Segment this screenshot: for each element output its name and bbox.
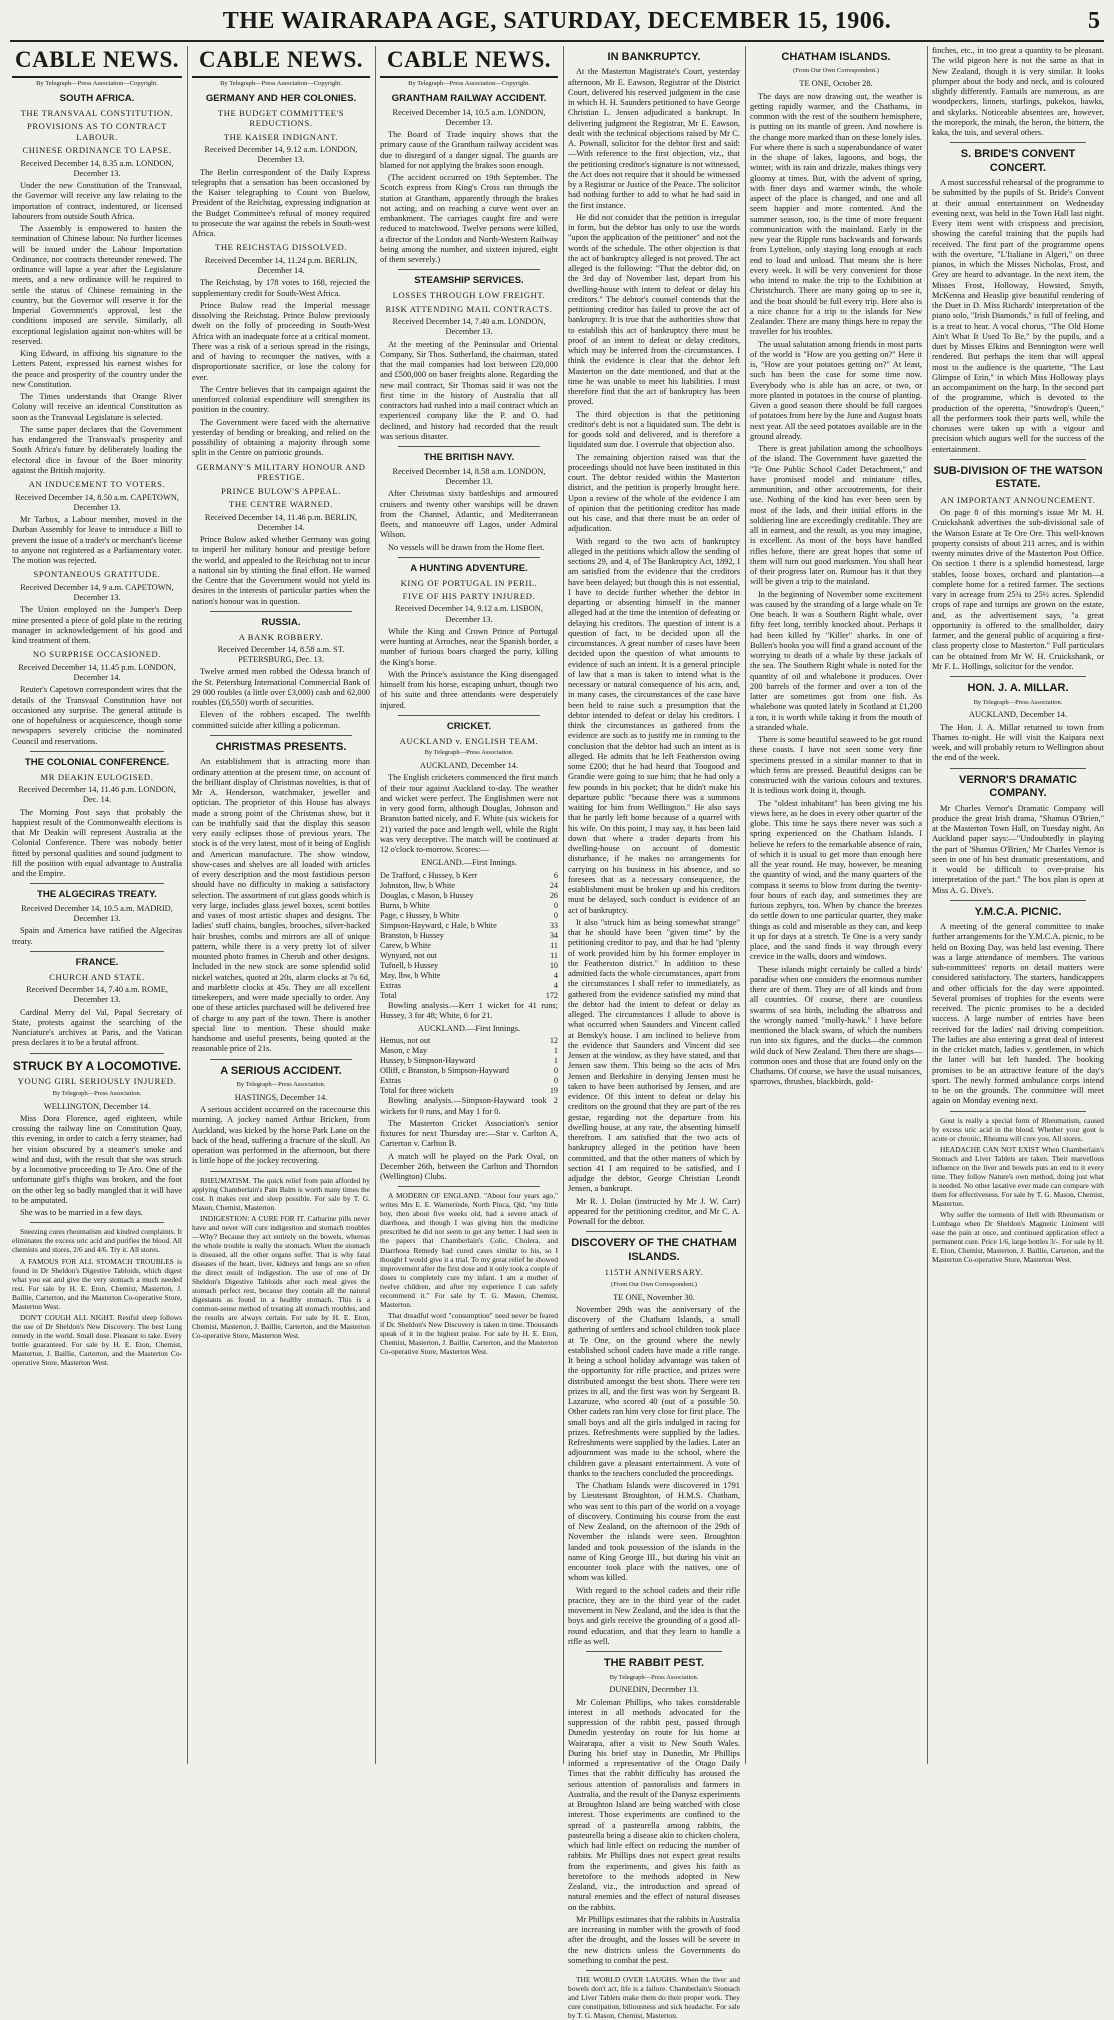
batsman: Mason, c May — [380, 1046, 428, 1056]
dateline: Received December 14, 11.45 p.m. LONDON, December 14. — [18, 662, 176, 683]
runs: 26 — [549, 890, 558, 900]
runs: 1 — [553, 1046, 558, 1056]
headline-locomotive: STRUCK BY A LOCOMOTIVE. — [12, 1058, 182, 1073]
divider — [210, 1171, 352, 1172]
batsman: Douglas, c Mason, b Hussey — [380, 890, 474, 900]
headline-cricket: CRICKET. — [446, 720, 492, 732]
runs: 0 — [553, 1076, 558, 1086]
subhead: CHINESE ORDINANCE TO LAPSE. — [22, 145, 172, 156]
batsman: Hussey, b Simpson-Hayward — [380, 1056, 476, 1066]
subhead: AN INDUCEMENT TO VOTERS. — [28, 479, 166, 490]
runs: 0 — [553, 1066, 558, 1076]
subhead: YOUNG GIRL SERIOUSLY INJURED. — [17, 1076, 177, 1087]
score-row — [380, 1076, 558, 1086]
batsman: Carew, b White — [380, 940, 431, 950]
column-rule — [375, 46, 376, 1764]
dateline: Received December 14, 7.40 a.m. ROME, December 13. — [26, 985, 168, 1005]
paragraph: There is some beautiful seaweed to be got round these coasts. I have not seen some very fine specimens pressed in a similar manner to that in which ferns are pressed. Beautiful designs can be constructed with the various colours and textures. It is tedious work doing it, though. — [750, 735, 922, 796]
advertisement: Why suffer the torments of Hell with Rheumatism or Lumbago when Dr Sheldon's Magnetic Liniment will ease the pain at once, and continued application effect a permanent cure. Price 1/6, large bottles 3/-. For sale by H. E. Eton, Chemist, Masterton, J. Baillie, Carterton, and the Masterton Co-operative Store, Masterton West. — [932, 1209, 1104, 1265]
dateline: AUCKLAND, December 14. — [968, 710, 1068, 720]
headline-british-navy: THE BRITISH NAVY. — [423, 452, 515, 464]
headline-algeciras: THE ALGECIRAS TREATY. — [37, 889, 157, 901]
dateline: DUNEDIN, December 13. — [609, 1685, 699, 1695]
batsman: Total for three wickets — [380, 1086, 454, 1096]
paragraph: A most successful rehearsal of the programme to be submitted by the pupils of St. Bride's Convent at their annual entertainment on Wednesday evening next, was held in the Town Hall last night. Every item went with crispness and precision, showing the careful training that the pupils had received. The first part of the programme opens with the overture, "L'Italiane in Algeri," on three pianos, in which the Misses Nicholas, Frost, and Grey are heard to advantage. In the next item, the Misses Frost, Holloway, Howsted, Smyth, McKenna and Heaslip give beautiful rendering of the Duet in D. Miss Richards' interpretation of the piano solo, "Irish Diamonds," is full of feeling, and is a treat to hear. A vocal chorus, "The Old Home Ain't What It Used To Be," by the pupils, and a duet by Misses Elkins and Bennington were well rendered. But perhaps the item that will appeal most to the audience is the quartette, "The Last Glimpse of Erin," in which Miss Holloway plays an accompaniment on the harp. In the second part of the programme, which is devoted to the production of the operetta, "Snowdrop's Queen," all the performers took their parts well, while the choruses were taken up with a vigour and precision which augurs well for the success of the entertainment. — [932, 178, 1104, 454]
score-row — [380, 951, 558, 961]
dateline: HASTINGS, December 14. — [234, 1092, 328, 1102]
paragraph: Prince Bulow read the Imperial message dissolving the Reichstag. Prince Bulow previously dwelt on the folly of proceeding in South-West Africa with an inadequate force at a critical moment. There was a risk of a serious spread in the risings, and of having to reconquer the natives, with a disproportionate sacrifice, or lose the colony for ever. — [192, 300, 370, 382]
paragraph: The usual salutation among friends in most parts of the world is "How are you getting on?" Here it is, "How are your potatoes getting on?" At least, such has been the case for some time now. Everybody who is able has an acre, or two, or more planted in potatoes in the course of planting. Given a good season there should be full cargoes of potatoes from here by the June and August boats next year. All the seed potatoes available are in the ground already. — [750, 339, 922, 441]
paragraph: With the Prince's assistance the King disengaged himself from his horse, escaping unhurt, though two of his suite and three attendants were desperately injured. — [380, 669, 558, 710]
page-number: 5 — [1088, 8, 1100, 34]
advertisement: RHEUMATISM. The quick relief from pain afforded by applying Chamberlain's Pain Balm is worth many times the cost. It makes rest and sleep possible. For sale by T. G. Mason, Chemist, Masterton. — [192, 1175, 370, 1212]
headline-serious-accident: A SERIOUS ACCIDENT. — [220, 1064, 342, 1077]
headline-steamship: STEAMSHIP SERVICES. — [414, 275, 524, 287]
divider — [210, 735, 352, 736]
divider — [398, 715, 540, 716]
batsman: Wynyard, not out — [380, 950, 438, 960]
batsman: Johnston, lbw, b White — [380, 880, 456, 890]
divider — [30, 1053, 164, 1054]
paragraph: Mr Coleman Phillips, who takes considerable interest in all methods advocated for the suppression of the rabbit pest, passed through Dunedin yesterday on route for his home at Wairarapa, after a visit to New South Wales. During his brief stay in Dunedin, Mr Phillips informed a representative of the Otago Daily Times that the rabbit difficulty has aroused the serious attention of pastoralists and farmers in Australia, and the result of the Danysz experiments at Broughton Island are being watched with close interest. Those experiments are confined to the spread of a pasteurella among rabbits, the pasteurella being a disease akin to chicken cholera, which had little effect on reducing the number of rabbits. Mr Phillips does not expect great results from the experiments, and gives his faith as heretofore to the methods adopted in New Zealand, viz., the introduction and spread of natural enemies and the effect of natural diseases on the rabbits. — [568, 1697, 740, 1912]
column-5 — [750, 46, 922, 1764]
column-4 — [568, 46, 741, 2020]
scorecard-heading: ENGLAND.—First Innings. — [421, 858, 517, 868]
paragraph: Twelve armed men robbed the Odessa branch of the St. Petersburg International Commercial Bank of 29 000 roubles (a little over £3,000) cash and 62,000 roubles (£6,550) worth of securities. — [192, 667, 370, 708]
divider — [210, 611, 352, 612]
score-row — [380, 881, 558, 891]
paragraph: finches, etc., in too great a quantity to be pleasant. The wild pigeon here is not the same as that in New Zealand, though it is very similar. It looks plumper about the body and neck, and is coloured slightly differently. Fantails are numerous, as are woodpeckers, linnets, starlings, pukekos, hawks, and skylarks. Noticeable absentees are, however, the morepork, the minah, the heron, the bittern, the kaka, the tuis, and several others. — [932, 46, 1104, 137]
runs: 33 — [549, 920, 558, 930]
advertisement: DON'T COUGH ALL NIGHT. Restful sleep follows the use of Dr Sheldon's New Discovery. The best Lung remedy in the world. Small dose. Pleasant to take. Every bottle guaranteed. For sale by H. E. Eton, Chemist, Masterton, J. Baillie, Carterton, and the Masterton Co-operative Store, Masterton West. — [12, 1312, 182, 1367]
paragraph: The Government were faced with the alternative yesterday of bending or breaking, and relied on the possibility of obtaining a majority through some split in the Centre on patriotic grounds. — [192, 417, 370, 458]
column-rule — [187, 46, 188, 1764]
divider — [586, 1651, 722, 1652]
dateline: Received December 14, 8.58 a.m. ST. PETERSBURG, Dec. 13. — [217, 644, 345, 665]
advertisement: HEADACHE CAN NOT EXIST When Chamberlain's Stomach and Liver Tablets are taken. Their marvellous influence on the liver and bowels puts an end to it every time. They follow Nature's own method, doing just what is needed. No other laxative ever made can compare with them for effectiveness. For sale by T. G. Mason, Chemist, Masterton. — [932, 1144, 1104, 1208]
runs: 10 — [549, 960, 558, 970]
score-row — [380, 981, 558, 991]
batsman: Olliff, c Branston, b Simpson-Hayward — [380, 1066, 510, 1076]
advertisement: THE WORLD OVER LAUGHS. When the liver and bowels don't act, life is a failure. Chamberlain's Stomach and Liver Tablets make them do their proper work. They cure constipation, biliousness and sick headache. For sale by T. G. Mason, Chemist, Masterton. — [568, 1975, 740, 2020]
headline-hunting: A HUNTING ADVENTURE. — [410, 562, 528, 574]
headline-bankruptcy: IN BANKRUPTCY. — [607, 51, 701, 63]
paragraph: The English cricketers commenced the first match of their tour against Auckland to-day. The weather and wicket were perfect. The Englishmen were not in very good form, although Douglas, Johnson and Branston batted nicely, and F. White (six wickets for 21) varied the pace and length well, while the Right was very deceptive. The match will be continued at 12 o'clock to-morrow. Scores:— — [380, 773, 558, 855]
cable-news-header: CABLE NEWS. — [12, 46, 182, 78]
runs: 0 — [553, 900, 558, 910]
score-row — [380, 921, 558, 931]
paragraph: Miss Dora Florence, aged eighteen, while crossing the railway line on Constitution Quay, this evening, in order to catch a ferry steamer, had her vision obscured by a steamer's smoke and wind and dust, with the result that she was struck by a locomotive proceeding to Te Aro. One of the unfortunate girl's thighs was broken, and the foot on the other leg so badly mangled that it will have to be amputated. — [12, 1113, 182, 1205]
column-2 — [192, 46, 370, 1764]
paragraph: After Christmas sixty battleships and armoured cruisers and twenty other warships will be drawn from the Channel, Atlantic, and Mediterranean fleets, and manoeuvre off Lagos, under Admiral Wilson. — [380, 489, 558, 540]
advertisement: Sneezing cures rheumatism and kindred complaints. It eliminates the excess uric acid and purifies the blood. All chemists and stores, 2/6 and 4/6. Try it. All stores. — [12, 1227, 182, 1255]
masthead — [10, 0, 1104, 42]
paragraph: He did not consider that the petition is irregular in form, but the debtor has only to use the words "upon the application of the petitioner" and not the words of the schedule. The other objection is that the act of bankruptcy alleged is not proved. The act alleged is the following: "That the debtor did, on the 3rd day of November last, depart from his dwelling-house with intent to defeat or delay his creditors." The debtor's counsel contends that the petitioning creditor has failed to prove the act of bankruptcy. It is true that the authorities show that to establish this act of bankruptcy there must be proof of an intent to defeat or delay creditors, which may be inferred from the circumstances. I think the evidence is clear that the debtor left Masterton on the date mentioned, and that at the time he was unable to meet his liabilities. I must therefore find that the act of bankruptcy has been proved. — [568, 212, 740, 407]
paragraph: (The accident occurred on 19th September. The Scotch express from King's Cross ran through the station at Grantham, apparently through the brakes not acting, and on reaching a curve went over an embankment. The carriages caught fire and were reduced to matchwood. Twelve persons were killed, a director of the London and North-Western Railway being among the number, and sixteen injured, eight of them severely.) — [380, 173, 558, 265]
byline: (From Our Own Correspondent.) — [611, 1280, 697, 1288]
paragraph: Bowling analysis.—Simpson-Hayward took 2 wickets for 0 runs, and May 1 for 0. — [380, 1096, 558, 1116]
byline: By Telegraph—Press Association. — [52, 1089, 142, 1097]
paragraph: With regard to the two acts of bankruptcy alleged in the petitions which allow the sending of sections 29, and 4, of The Bankruptcy Act, 1892, I am satisfied from the evidence that the creditors have been delayed; but though this is not essential, I have to decide further whether the debtor in departing or absenting himself in the manner alleged had at the time the intention of defeating or delaying his creditors. The question of intent is a question of fact, to be decided upon all the circumstances. A great number of cases have been decided upon the question of what amounts to evidence of such an intent. It is a general principle of law that a man is taken to intend what is the necessary or natural consequence of his acts, and, in many cases, the circumstances of the case have been held to raise such a presumption that the debtor intended to defeat or delay his creditors. I think the circumstances as gathered from the evidence are such as to justify me in coming to the conclusion that the debtor had such an intent as is alleged. He admits that he left Featherston owing some £200; that he had heard that Toogood and Grandie were going to sue him; that he had only a few pounds in his pocket; that he didn't make his departure public "because there was a summons waiting for him from Wellington." He also says that he partly left home because of a quarrel with his wife. On this point, I may say, it has been laid down that where a trader departs from his dwelling-house on account of domestic disturbance, if he makes no arrangements for carrying on his business in his absence, and so foresees that as a necessary consequence, the establishment must be broken up and his creditors must be delayed, such conduct is evidence of an act of bankruptcy. — [568, 536, 740, 915]
runs: 11 — [550, 940, 558, 950]
divider — [398, 446, 540, 447]
headline-south-africa: SOUTH AFRICA. — [59, 92, 135, 104]
subhead: PROVISIONS AS TO CONTRACT LABOUR. — [26, 121, 168, 142]
score-row — [380, 901, 558, 911]
dateline: AUCKLAND, December 14. — [419, 761, 519, 771]
divider — [950, 768, 1086, 769]
score-row — [380, 1066, 558, 1076]
paragraph: Eleven of the robbers escaped. The twelfth committed suicide after killing a policeman. — [192, 710, 370, 730]
subhead: THE CENTRE WARNED. — [229, 499, 333, 510]
paragraph: At the meeting of the Peninsular and Oriental Company, Sir Thos. Sutherland, the chairman, stated that the mail companies had lost between £20,000 and £500,000 on baser freights alone. Regarding the new mail contract, Sir Thomas said it was not the first time in the history of Australia that all contractors had rushed into a mail contract which an experienced company like the P. and O. had declined, and history had recorded that the result was serious disaster. — [380, 339, 558, 441]
headline-russia: RUSSIA. — [261, 616, 301, 628]
paragraph: These islands might certainly be called a birds' paradise when one considers the enormous number there are of them. They are of all kinds and from all countries. Of course, there are countless swarms of sea birds, including the albatross and the wrongly named "molly-hawk." I have before mentioned the black swans, of which the numbers run into six figures, and the ducks—the common wild duck of New Zealand. Then there are shags—common ones and those that are found only on the Chathams. Of course, we have the usual nuisances, sparrows, thrushes, blackbirds, gold- — [750, 964, 922, 1087]
paragraph: The Assembly is empowered to hasten the termination of Chinese labour. No further licenses will be issued under the Labour Importation Ordinance, nor contracts thereunder renewed. The ordinance will lapse a year after the Legislature meets, and a new ordinance will be required to settle the status of Chinese remaining in the country, but the Governor will reserve it for the Imperial Government's approval, lest the conditions imposed are servile. Similarly, all exceptional legislation against non-whites will be reserved. — [12, 224, 182, 346]
paragraph: The "oldest inhabitant" has been giving me his views here, as he does in every other quarter of the globe. This time he says there never was such a spring experienced on the Chatham Islands. I believe he refers to the remarkable absence of rain, of which it is usual to get more than enough here all the year round. He may, however, be meaning the quantity of wind, and the many quarters of the compass it seems to blow from during the twenty-four hours of each day, and sometimes they are furious zephyrs, too. When by chance the breezes do settle down to one particular quarter, they make things as cold and miserable as they can, and keep it up for days at a stretch. Te One is a very sandy place, and the sand finds it way through every crevice in the walls, doors and windows. — [750, 798, 922, 962]
dateline: Received December 14, 9.12 a.m. LONDON, December 13. — [204, 145, 358, 165]
paragraph: At the Masterton Magistrate's Court, yesterday afternoon, Mr E. Eawson, Registrar of the District Court, delivered his reserved judgment in the case in which H. H. Saunders petitioned to have George Christian L. Jensen adjudicated a bankrupt. In delivering judgment the Registrar, Mr E. Eawson, dealt with the technical objections raised by Mr C. A. Pownall, solicitor for the debtor first and said:—With reference to the first objection, viz., that the petitioning creditor's signature is not witnessed, the Act does not require that it should be witnessed by a Registrar or Justice of the Peace. The solicitor had nothing further to add to what he had said in the first instance. — [568, 67, 741, 210]
divider — [950, 676, 1086, 677]
runs: 1 — [553, 1056, 558, 1066]
paragraph: King Edward, in affixing his signature to the Letters Patent, expressed his earnest wishes for the peace and prosperity of the country under the new Constitution. — [12, 349, 182, 389]
score-row — [380, 931, 558, 941]
dateline: TE ONE, October 28. — [799, 79, 873, 89]
paragraph: The Board of Trade inquiry shows that the primary cause of the Grantham railway accident was due to disregard of a danger signal. The guards are blamed for not applying the brakes soon enough. — [380, 130, 558, 170]
headline-vernor: VERNOR'S DRAMATIC COMPANY. — [959, 773, 1077, 800]
score-row — [380, 871, 558, 881]
batsman: Hemus, not out — [380, 1036, 431, 1046]
column-1 — [12, 46, 182, 1764]
runs: 34 — [549, 930, 558, 940]
byline: By Telegraph—Press Association. — [609, 1673, 699, 1681]
subhead: CHURCH AND STATE. — [49, 971, 145, 982]
headline-chatham-islands: CHATHAM ISLANDS. — [781, 51, 891, 63]
column-rule — [745, 46, 746, 1764]
advertisement: That dreadful word "consumption" need never be feared if Dr. Sheldon's New Discovery is taken in time. Thousands speak of it in the highest praise. For sale by H. E. Eton, Chemist, Masterton, J. Baillie, Carterton, and the Masterton Co-operative Store, Masterton West. — [380, 1310, 558, 1356]
paragraph: A meeting of the general committee to make further arrangements for the Y.M.C.A. picnic, to be held on Boxing Day, was held last evening. There was a large attendance of members. The various sub-committees' reports on detail matters were considered satisfactory. The starters, handicappers and other officials for the day were appointed. Several promises of trophies for the events were received. The picnic promises to be a decided success. A large number of entries have been received for the ladies' nail driving competition. The ladies are also entering a great deal of interest in the cricket match, ladies v. gentlemen, in which the latter will bat left handed. The booking promises to be an attractive feature of the day's sport. The newly formed ambulance corps intend to be on the grounds. The committee will meet again on Monday evening next. — [932, 922, 1104, 1106]
paragraph: The Masterton Cricket Association's senior fixtures for next Thursday are:—Star v. Carlton A, Carterton v. Carlton B. — [380, 1118, 558, 1149]
paragraph: A serious accident occurred on the racecourse this morning. A jockey named Arthur Bricken, from Auckland, was kicked by the horse Park Lane on the back of the head, suffering a fracture of the skull. An operation was performed in the afternoon, but there is little hope of the jockey recovering. — [192, 1105, 370, 1166]
paragraph: The Chatham Islands were discovered in 1791 by Lieutenant Broughton, of H.M.S. Chatham, who was sent to this part of the world on a voyage of discovery. Continuing his course from the east of New Zealand, on the afternoon of the 29th of November the islands were seen. Broughton landed and took possession of the islands in the name of King George III., but during his visit an encounter took place with the natives, one of whom was killed. — [568, 1481, 740, 1583]
headline-watson-estate: SUB-DIVISION OF THE WATSON ESTATE. — [933, 464, 1103, 491]
paragraph: Under the new Constitution of the Transvaal, the Governor will receive any law relating to the importation of contract, indentured, or licensed labourers from outside South Africa. — [12, 181, 182, 221]
runs: 11 — [550, 950, 558, 960]
advertisement: INDIGESTION: A CURE FOR IT. Catharine pills never have and never will cure indigestion and stomach troubles—Why? Because they act entirely on the bowels, whereas the whole trouble is really the stomach. When the stomach is diseased, all the other organs suffer. That is why fatal diseases of the heart, liver, kidneys and lungs are so often the direct result of indigestion. The use of one of Dr Sheldon's Digestive Tabloids after each meal gives the stomach perfect rest, because they contain all the natural digestants as found in a healthy stomach. This is a common-sense method of treating all stomach troubles, and the results are always certain. For sale by H. E. Eton, Chemist, Masterton, J. Baillie, Carterton, and the Masterton Co-operative Store, Masterton West. — [192, 1213, 370, 1341]
dateline: TE ONE, November 30. — [613, 1292, 695, 1302]
batsman: May, lbw, b White — [380, 970, 441, 980]
headline-millar: HON. J. A. MILLAR. — [967, 682, 1069, 695]
subhead: PRINCE BULOW'S APPEAL. — [220, 485, 342, 496]
paragraph: Reuter's Capetown correspondent wires that the details of the Transvaal Constitution have not occasioned any surprise. The general attitude is one of hopefulness or acquiescence, though some newspapers severely criticise the nominated Council and reservations. — [12, 685, 182, 746]
divider — [30, 751, 164, 752]
score-row — [380, 991, 558, 1001]
paragraph: The Reichstag, by 178 votes to 168, rejected the supplementary credit for South-West Africa. — [192, 278, 370, 298]
subhead: MR DEAKIN EULOGISED. — [40, 771, 154, 782]
runs: 19 — [549, 1086, 558, 1096]
subhead: A BANK ROBBERY. — [238, 631, 324, 642]
paragraph: The Morning Post says that probably the happiest result of the Commonwealth elections is that Mr Deakin will represent Australia at the Colonial Conference. There was nobody better fitted by personal qualities and sound judgment to fill the position with equal advantage to Australia and the Empire. — [12, 807, 182, 878]
paragraph: The Centre believes that its campaign against the unenforced colonial expenditure will strengthen its position in the country. — [192, 384, 370, 415]
score-row — [380, 1086, 558, 1096]
batsman: Tufnell, b Hussey — [380, 960, 439, 970]
paragraph: With regard to the school cadets and their rifle practice, they are in the third year of the cadet movement in New Zealand, and the idea is that the boys and girls receive the grounding of a good all-round education, and that they learn to handle a rifle as well. — [568, 1585, 740, 1646]
divider — [950, 142, 1086, 143]
paragraph: While the King and Crown Prince of Portugal were hunting at Arroches, near the Spanish border, a number of furious boars charged the party, killing the King's horse. — [380, 626, 558, 667]
byline: By Telegraph—Press Association—Copyright. — [36, 80, 158, 88]
scorecard-heading: AUCKLAND.—First Innings. — [417, 1024, 521, 1034]
dateline: Received December 14, 11.46 p.m. BERLIN, December 14. — [204, 512, 358, 532]
runs: 6 — [553, 870, 558, 880]
batsman: Branston, b Hussey — [380, 930, 444, 940]
byline: By Telegraph—Press Association—Copyright. — [220, 80, 342, 88]
masthead-title: THE WAIRARAPA AGE, SATURDAY, DECEMBER 15, 1906. — [222, 8, 892, 34]
runs: 172 — [545, 990, 558, 1000]
paragraph: A match will be played on the Park Oval, on December 26th, between the Carlton and Thorndon (Wellington) Clubs. — [380, 1151, 558, 1182]
batsman: Extras — [380, 1076, 401, 1086]
paragraph: Cardinal Merry del Val, Papal Secretary of State, protests against the searching of the Nunciature's archives at Paris, and the Vatican press declares it to be a brutal affront. — [12, 1007, 182, 1048]
paragraph: On page 8 of this morning's issue Mr M. H. Cruickshank advertises the sub-divisional sale of the Watson Estate at Te Ore Ore. This well-known property consists of about 211 acres, and is within twenty minutes drive of the Masterton Post Office. On section 1 there is a splendid homestead, large stables, loose boxes, orchard and plantation—a complete home for a retired farmer. The sections vary in acreage from 25¾ to 25½ acres. Splendid crops of rape and turnips are grown on the estate, and, as the advertisement says, "a great opportunity is offered to the smallholder, dairy farmer, and the general public of acquiring a first-class property close to Masterton." Full particulars can be obtained from Mr W. H. Cruickshank, or Mr F. L. Hollings, solicitor for the vendor. — [932, 508, 1104, 671]
subhead: NO SURPRISE OCCASIONED. — [32, 649, 162, 660]
dateline: Received December 14, 8.35 a.m. LONDON, December 13. — [20, 158, 174, 178]
advertisement: A FAMOUS FOR ALL STOMACH TROUBLES is found in Dr Sheldon's Digestive Tabloids, which digest what you eat and give the very stomach a much needed rest. For sale by H. E. Eton, Chemist, Masterton, J. Baillie, Carterton, and the Masterton Co-operative Store, Masterton West. — [12, 1256, 182, 1311]
paragraph: The Union employed on the Jumper's Deep mine presented a piece of gold plate to the retiring manager in acknowledgement of his good and kind treatment of them. — [12, 605, 182, 646]
byline: By Telegraph—Press Association. — [973, 698, 1063, 706]
batsman: De Trafford, c Hussey, b Kerr — [380, 870, 478, 880]
divider — [586, 1970, 722, 1971]
dateline: Received December 14, 10.5 a.m. MADRID, December 13. — [21, 903, 173, 924]
score-row — [380, 891, 558, 901]
paragraph: It also "struck him as being somewhat strange" that he should have been "given time" by the petitioning creditor to pay, and that he had "plenty of work provided him by his former employer in the Featherston district." In addition to these admitted facts the whole circumstances, apart from the circumstances I shall refer to immediately, as gathered from the evidence satisfied my mind that the debtor had the intent to defeat or delay as alleged. The circumstances I allude to above is what occurred when Saunders and Vincent called at Bensky's house. I am inclined to believe from the evidence that Saunders and Vincent did see Jensen at the window, as they have stated, and that Jensen saw them. This being so the acts of Mrs Jensen and Berkshire in denying Jensen must be taken to have been authorised by Jensen, and are evidence. Of this intent to defeat or delay his creditors on the ground that they are part of the res gestae, regarding not the departure from his dwelling house, at any rate, the absenting himself therefrom. I am satisfied that the two acts of bankruptcy alleged in the petition have been committed, and that the other matters of which by section 41 I am required to be satisfied, and I adjudge the debtor, George Christian Leondt Jensen, a bankrupt. — [568, 917, 740, 1194]
score-row — [380, 1056, 558, 1066]
advertisement: A MODERN OF ENGLAND. "About four years ago," writes Mrs E. E. Warnerinde, North Pinca, Qld, "my little boy, then about five weeks old, had a severe attack of diarrhoea, and though I was giving him the medicine prescribed he did not seem to get any better. I had seen in the papers that Chamberlain's Colic, Cholera, and Diarrhoea Remedy had cured cases similar to his, so I thought I would give it a trial. To my great relief he showed improvement after the first dose and it only took a couple of doses to completely cure my infant. I am a mother of twelve children, and after my experience I can safely recommend it." For sale by T. G. Mason, Chemist, Masterton. — [380, 1191, 558, 1309]
dateline: Received December 14, 9 a.m. CAPETOWN, December 13. — [20, 582, 174, 603]
headline-ymca: Y.M.C.A. PICNIC. — [974, 905, 1062, 918]
headline-grantham: GRANTHAM RAILWAY ACCIDENT. — [391, 92, 547, 104]
subhead: THE KAISER INDIGNANT. — [223, 131, 339, 142]
divider — [398, 269, 540, 270]
dateline: WELLINGTON, December 14. — [43, 1101, 151, 1111]
batsman: Page, c Hussey, b White — [380, 910, 460, 920]
paragraph: The same paper declares that the Government has endangered the Transvaal's prosperity and South Africa's future by deliberately loading the electoral dice in favour of the Boer minority against the British majority. — [12, 424, 182, 475]
paragraph: Spain and America have ratified the Algeciras treaty. — [12, 926, 182, 946]
dateline: Received December 14, 11.46 p.m. LONDON, Dec. 14. — [18, 785, 176, 805]
subhead: GERMANY'S MILITARY HONOUR AND PRESTIGE. — [196, 461, 366, 483]
subhead: KING OF PORTUGAL IN PERIL. — [400, 577, 538, 588]
runs: 12 — [549, 1036, 558, 1046]
byline: By Telegraph—Press Association. — [424, 749, 514, 757]
advertisement: Gout is really a special form of Rheumatism, caused by excess uric acid in the blood. Whether your gout is acute or chronic, Rheuma will cure you. All stores. — [932, 1115, 1104, 1143]
divider — [950, 900, 1086, 901]
headline-colonial-conference: THE COLONIAL CONFERENCE. — [24, 756, 170, 768]
divider — [398, 557, 540, 558]
byline: (From Our Own Correspondent.) — [793, 67, 879, 75]
runs: 24 — [549, 880, 558, 890]
batsman: Total — [380, 990, 397, 1000]
batsman: Simpson-Hayward, c Hale, b White — [380, 920, 497, 930]
divider — [398, 1186, 540, 1187]
score-row — [380, 961, 558, 971]
headline-rabbit-pest: THE RABBIT PEST. — [603, 1657, 705, 1670]
paragraph: The remaining objection raised was that the proceedings should not have been instituted in this court. The debtor resided within the Masterton district, and the petition is properly brought here. Upon a review of the whole of the evidence I am of opinion that the petitioning creditor has made out his case, and that there must be an order of adjudication. — [568, 452, 740, 534]
paragraph: An establishment that is attracting more than ordinary attention at the present time, on account of the brilliant display of Christmas novelties, is that of Mr A. Henderson, watchmaker, jeweller and optician. The proprietor of this House has always made a strong point of the Christmas show, but it can be truthfully said that the display this season very easily eclipses those of previous years. The stock is of the very latest, most of it being of English and American manufacture. The show window, show-cases and shelves are all loaded with articles of every description and the most fastidious person should have no difficulty in making a satisfactory selection. The assortment of cut glass goods which is very large, includes glass jewel boxes, scent bottles and vases of most artistic shapes and designs. The ladies' stuff chains, bangles, brooches, silver-backed hair brushes, combs and mirrors are all of unique pattern, while there is a very pretty lot of silver mounted photo frames in Cherub and other designs. Included in the new stock are some splendid solid nickel watches, quoted at 20s, alarm clocks at 7s 6d, and marblette clocks at 45s. They are all excellent timekeepers, and were made specially to order. Any one of these articles purchased will be delivered free of charge to any part of the town. There is another special line to mention. These should make handsome and useful presents, being quoted at the reasonable price of 21s. — [192, 757, 370, 1054]
score-row — [380, 1036, 558, 1046]
divider — [30, 883, 164, 884]
score-row — [380, 941, 558, 951]
batsman: Extras — [380, 980, 401, 990]
subhead: THE REICHSTAG DISSOLVED. — [214, 242, 348, 253]
runs: 0 — [553, 910, 558, 920]
column-rule — [563, 46, 564, 1764]
divider — [586, 1231, 722, 1232]
subhead: THE BUDGET COMMITTEE'S REDUCTIONS. — [217, 107, 345, 129]
divider — [30, 1222, 164, 1223]
cable-news-header: CABLE NEWS. — [380, 46, 558, 78]
score-row — [380, 1046, 558, 1056]
dateline: Received December 14, 7.40 a.m. LONDON, December 13. — [392, 317, 546, 337]
paragraph: In the beginning of November some excitement was caused by the stranding of a large whale on Te One beach. It was a Southern Right whale, over fifty feet long, terribly knocked about. Perhaps it had been killed by "Killer" sharks. In one of Bullen's books you will find a grand account of the worrying to death of a whale by these jackals of the sea. The Southern Right whale is noted for the quantity of oil and whalebone it produces. Over 200 barrels of the former and over a ton of the latter are sometimes got from one fish. As whalebone was quoted lately in Scotland at £1,200 a ton, it is worth while taking it from the mouth of a stranded whale. — [750, 589, 922, 732]
subhead: THE TRANSVAAL CONSTITUTION. — [20, 107, 174, 118]
subhead: AN IMPORTANT ANNOUNCEMENT. — [940, 494, 1096, 505]
runs: 4 — [553, 980, 558, 990]
score-row — [380, 911, 558, 921]
dateline: Received December 14, 8.50 a.m. CAPETOWN, December 13. — [14, 492, 180, 512]
paragraph: The days are now drawing out, the weather is getting rapidly warmer, and the Chathams, in common with the rest of the southern hemisphere, is putting on its mantle of green. And nowhere is the change more marked than on these lonely isles. For where there is such a superabundance of water in the shape of lakes, lagoons, and bogs, the winter, with its rain and drizzle, makes things very gloomy at times. But, with the advent of spring, with finer days and warmer winds, the whole aspect of the place is changed, and one and all seem happier and more contented. And the summer season, too, is the time of more frequent communication with the mainland. Early in the new year the Ripple runs backwards and forwards from Lyttelton, only staying long enough at each end to load and unload. That means she is here every week. It will be very convenient for those who intend to make the trip to the Exhibition at Christchurch. There are many going up to see it, and the boat should be full every trip. Here also is a nice chance for a trip to the islands for New Zealander. There are many things here to repay the traveller for his troubles. — [750, 91, 922, 337]
headline-france: FRANCE. — [75, 956, 119, 968]
cable-news-header: CABLE NEWS. — [192, 46, 370, 78]
subhead: 115TH ANNIVERSARY. — [604, 1267, 704, 1278]
dateline: Received December 14, 9.12 a.m. LISBON, December 13. — [395, 604, 543, 624]
headline-st-brides: S. BRIDE'S CONVENT CONCERT. — [960, 148, 1076, 174]
scorecard-auckland — [380, 1036, 558, 1096]
subhead: LOSSES THROUGH LOW FREIGHT. — [392, 290, 546, 301]
divider — [950, 459, 1086, 460]
paragraph: The Hon. J. A. Millar returned to town from Thames to-night. He will visit the Kaipara next week, and will probably return to Wellington about the end of the week. — [932, 722, 1104, 763]
divider — [30, 951, 164, 952]
scorecard-england — [380, 871, 558, 1001]
subhead: RISK ATTENDING MAIL CONTRACTS. — [385, 303, 553, 314]
batsman: Burns, b White — [380, 900, 430, 910]
paragraph: No vessels will be drawn from the Home fleet. — [388, 542, 545, 552]
dateline: Received December 14, 10.5 a.m. LONDON, December 13. — [392, 107, 546, 127]
headline-germany: GERMANY AND HER COLONIES. — [205, 92, 357, 104]
divider — [210, 1059, 352, 1060]
dateline: Received December 14, 11.24 p.m. BERLIN, December 14. — [204, 255, 358, 276]
dateline: Received December 14, 8.58 a.m. LONDON, December 13. — [392, 466, 546, 487]
column-rule — [927, 46, 928, 1764]
subhead: FIVE OF HIS PARTY INJURED. — [402, 590, 536, 601]
paragraph: November 29th was the anniversary of the discovery of the Chatham Islands, a small gathering of settlers and school children took place at Te One, on the ground where the newly established school cadets have made a rifle range. It being a school holiday advantage was taken of the opportunity for rifle practice, and prizes were distributed amongst the best shots. There were ten prizes in all, and the first was won by Sergeant B. Lazaruze, who scored 40 (out of a possible 50. Other cadets ran him very close for first place. The small boys and all the girls indulged in racing for prizes. Refreshments were supplied by the ladies. Refreshments were supplied by the ladies. Later an adjournment was made to the school, where the children gave a pleasant entertainment. A vote of thanks to the teachers concluded the proceedings. — [568, 1304, 740, 1478]
score-row — [380, 971, 558, 981]
paragraph: There is great jubilation among the schoolboys of the island. The Government have gazetted the "Te One Public School Cadet Detachment," and have promised model and miniature rifles, ammunition, and other accoutrements, for their use. Nothing of the kind has ever been seen by most of the lads, and their initial efforts in the soldiering line are exceedingly creditable. They are all in earnest, and the result, as you may imagine, is excellent. As most of the boys have handled rifles before, there are great hopes that some of them will turn out good marksmen. You shall hear of their progress later on. Rumour has it that they will be given a trip to the mainland. — [750, 444, 922, 587]
paragraph: The Berlin correspondent of the Daily Express telegraphs that a sensation has been occasioned by the Kaiser telegraphing to Count von Buelow, President of the Reichstag, expressing indignation at the Budget Committee's refusal of money required to prosecute the war against the rebels in South-west Africa. — [192, 167, 370, 239]
paragraph: She was to be married in a few days. — [20, 1208, 144, 1218]
paragraph: Prince Bulow asked whether Germany was going to imperil her military honour and prestige before the world, and appealed to the Reichstag not to incur a national sin by stinting the final effort. He warned the Centre that the Government would not yield its desires in the interests of particular parties when the nation's honour was in question. — [192, 535, 370, 606]
paragraph: The third objection is that the petitioning creditor's debt is not a liquidated sum. The debt is for goods sold and delivered, and is therefore a liquidated sum due. I overrule that objection also. — [568, 409, 740, 450]
byline: By Telegraph—Press Association. — [236, 1081, 326, 1089]
paragraph: Mr Phillips estimates that the rabbits in Australia are increasing in number with the growth of food after the drought, and the losses will be severe in the new districts unless the Governments do something to combat the pest. — [568, 1914, 740, 1965]
runs: 4 — [553, 970, 558, 980]
divider — [950, 1111, 1086, 1112]
headline-chatham-discovery: DISCOVERY OF THE CHATHAM ISLANDS. — [571, 1237, 737, 1263]
paragraph: Mr Charles Vernor's Dramatic Company will produce the great Irish drama, "Shamus O'Brien," at the Masterton Town Hall, on Tuesday night. An Auckland paper says:—"Undoubtedly in playing the part of 'Shamus O'Brien,' Mr Charles Vernor is seen in one of his best dramatic presentations, and it would be difficult to over-praise his interpretation of the part." The box plan is open at Miss A. G. Dive's. — [932, 803, 1104, 895]
column-3 — [380, 46, 558, 1764]
byline: By Telegraph—Press Association—Copyright. — [408, 80, 530, 88]
paragraph: Bowling analysis.—Kerr 1 wicket for 41 runs; Hussey, 3 for 48; White, 6 for 21. — [380, 1000, 558, 1020]
column-6 — [932, 46, 1104, 1764]
headline-christmas-presents: CHRISTMAS PRESENTS. — [215, 740, 347, 753]
paragraph: Mr R. J. Dolan (instructed by Mr J. W. Carr) appeared for the petitioning creditor, and Mr C. A. Pownall for the debtor. — [568, 1196, 740, 1227]
subhead: AUCKLAND v. ENGLISH TEAM. — [399, 735, 539, 746]
paragraph: The Times understands that Orange River Colony will receive an identical Constitution as soon as the Transvaal Legislature is selected. — [12, 392, 182, 422]
subhead: SPONTANEOUS GRATITUDE. — [33, 569, 161, 580]
paragraph: Mr Tarbox, a Labour member, moved in the Durban Assembly for leave to introduce a Bill to prevent the issue of a trader's or merchant's license to anyone not registered as a Parliamentary voter. The motion was rejected. — [12, 515, 182, 566]
